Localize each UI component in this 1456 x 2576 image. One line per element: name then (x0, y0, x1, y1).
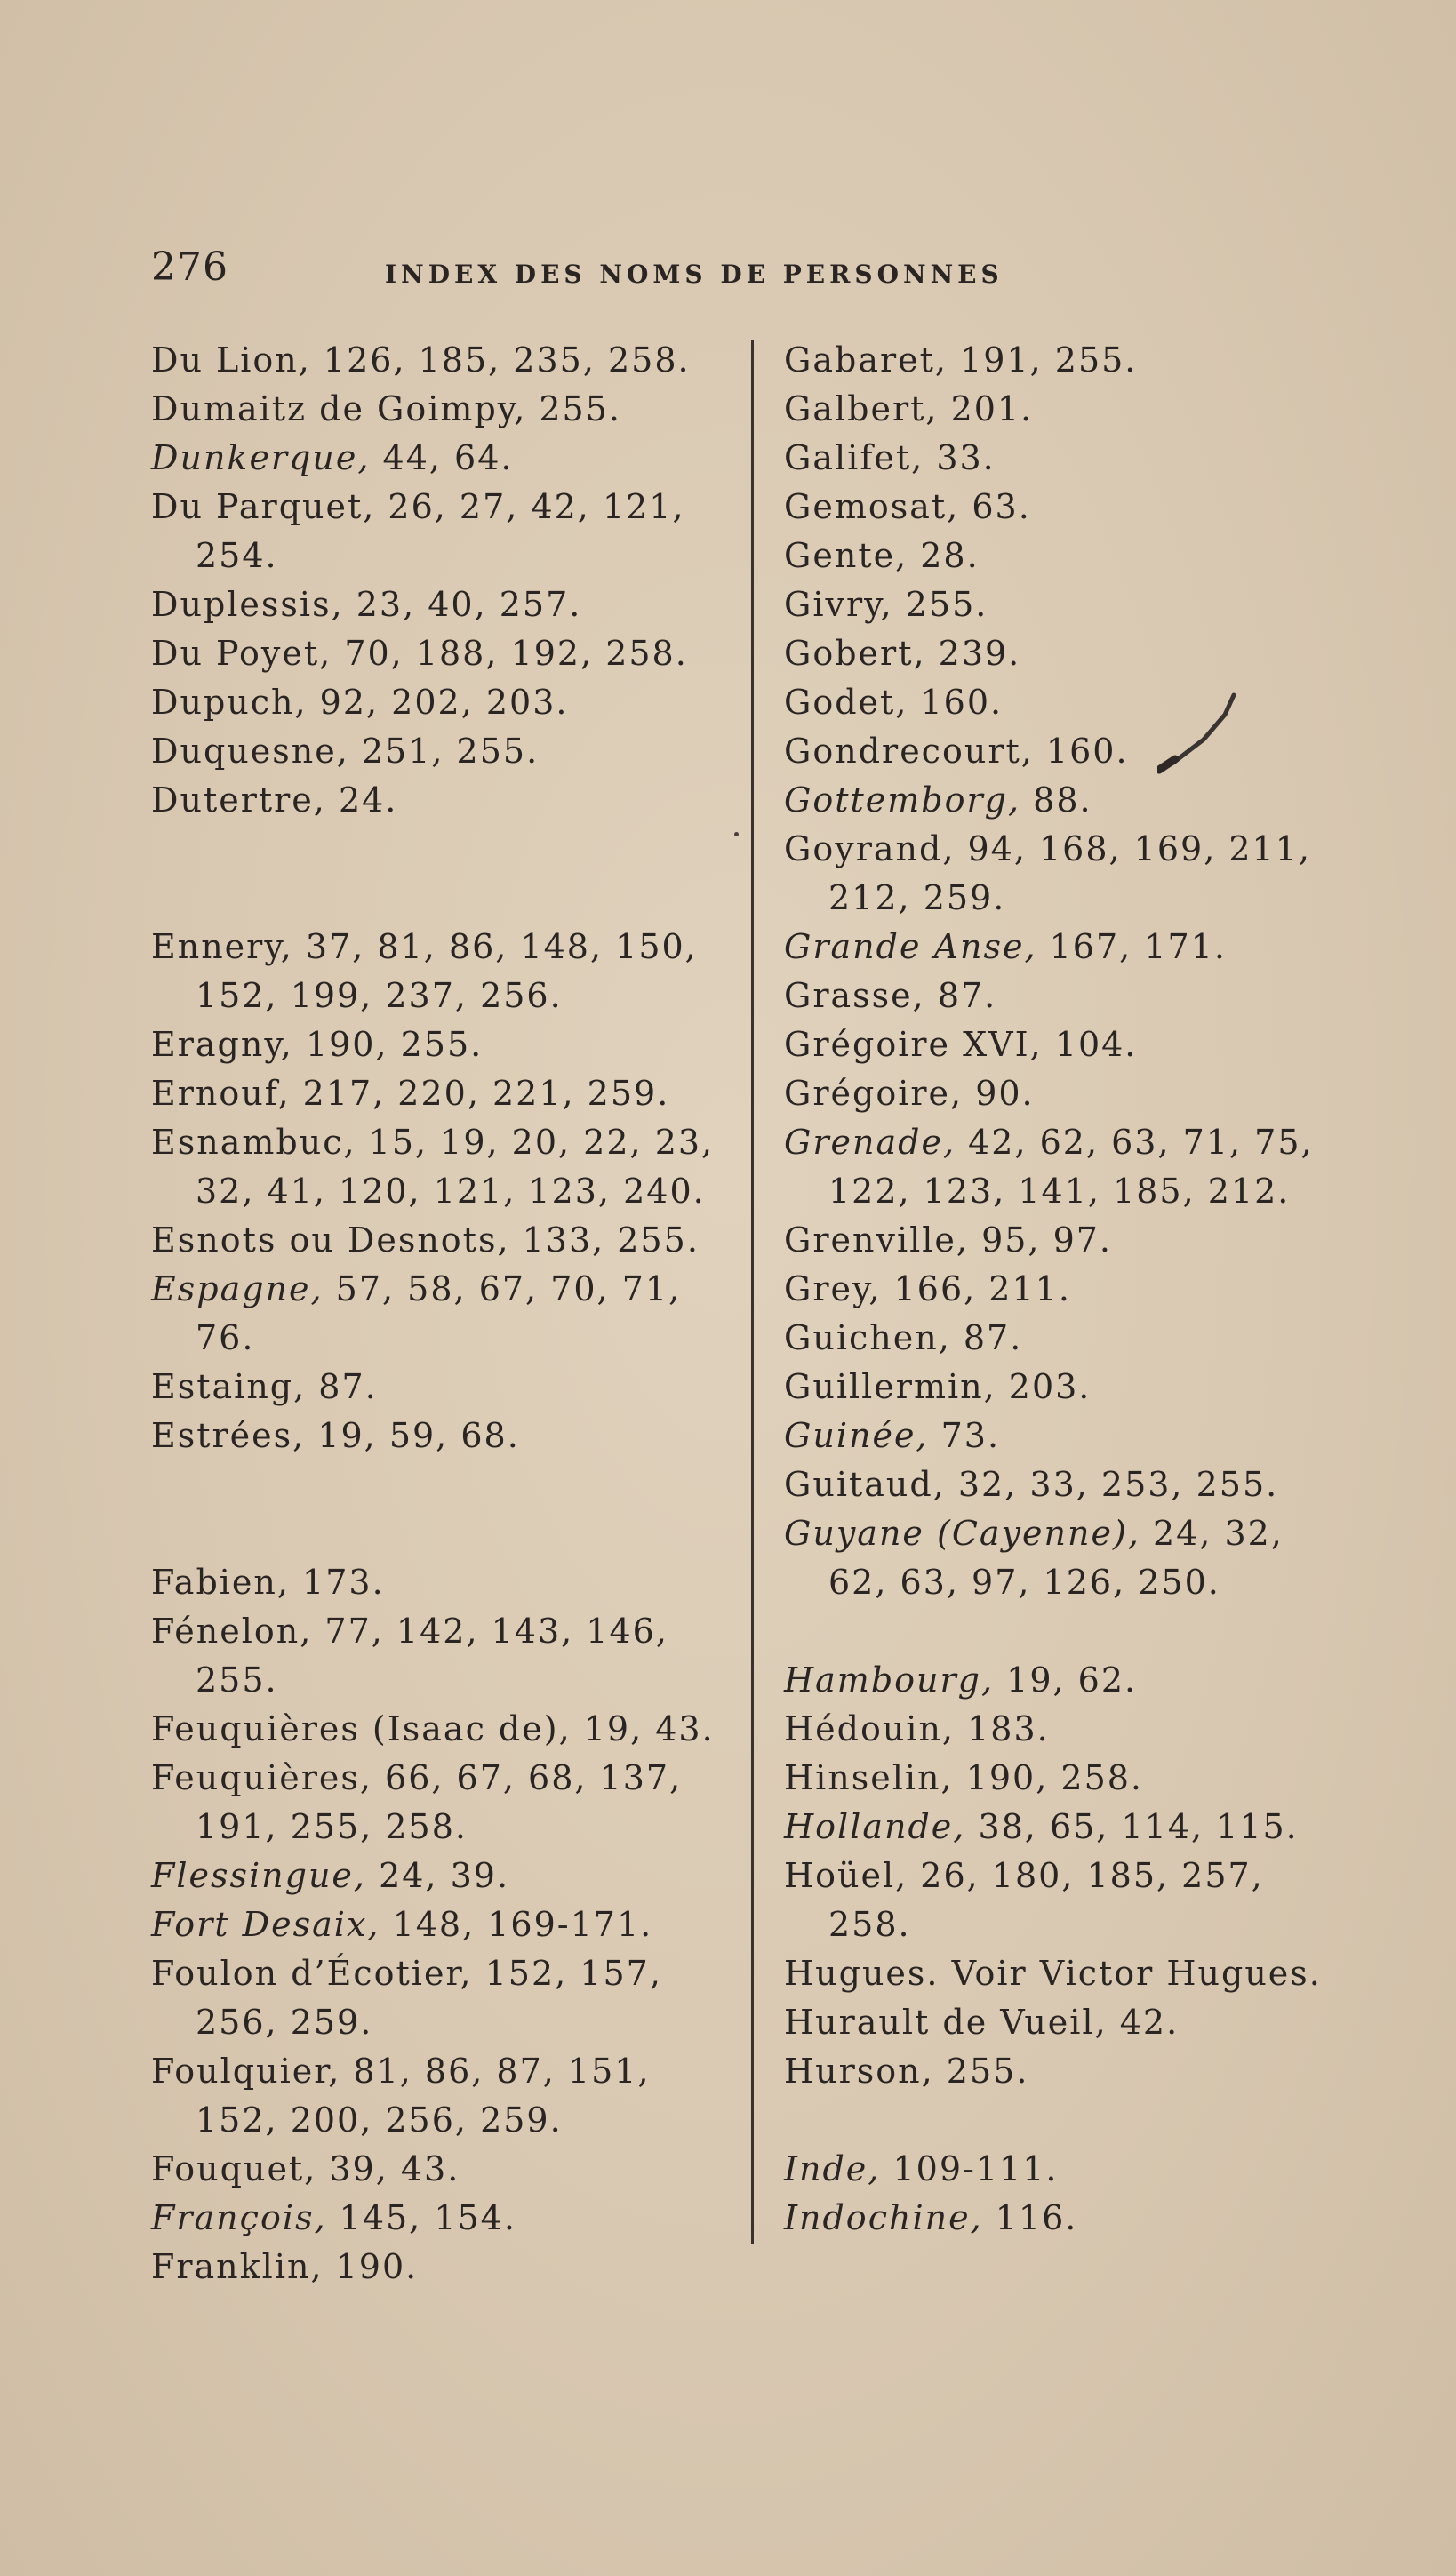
person-name: Dumaitz de Goimpy, (151, 389, 527, 428)
page-references: 33. (924, 438, 996, 477)
index-entry (784, 385, 1406, 434)
index-entry (784, 1460, 1406, 1509)
page-references: 173. (289, 1563, 385, 1602)
ink-spot (734, 832, 739, 836)
page-references: 167, 171. (1036, 927, 1227, 966)
index-entry (784, 972, 1406, 1020)
person-name: Godet, (784, 683, 908, 722)
index-entry (151, 1607, 738, 1705)
index-entry (151, 629, 738, 678)
page-references: 217, 220, 221, 259. (290, 1074, 670, 1113)
index-entry (784, 1852, 1406, 1949)
person-name: Esnots ou Desnots, (151, 1220, 510, 1260)
index-entry (151, 1069, 738, 1118)
page-references: 255. (892, 585, 988, 624)
person-name: Galifet, (784, 438, 924, 477)
person-name: Grasse, (784, 976, 925, 1015)
person-name: Foulquier, (151, 2052, 341, 2091)
running-title: INDEX DES NOMS DE PERSONNES (385, 260, 1004, 289)
page-references: 133, 255. (509, 1220, 700, 1260)
page-references: 109-111. (880, 2149, 1059, 2188)
column-divider (751, 340, 754, 2244)
page-references: 70, 188, 192, 258. (332, 634, 688, 673)
person-name: Hoüel, (784, 1856, 908, 1895)
page-references: 239. (925, 634, 1021, 673)
place-name: Indochine, (784, 2198, 983, 2237)
index-entry (784, 2194, 1406, 2243)
page-references: 77, 142, 143, 146, (312, 1612, 668, 1651)
index-entry (784, 1412, 1406, 1460)
index-entry (784, 580, 1406, 629)
person-name: Gobert, (784, 634, 926, 673)
page-references: 19, 62. (994, 1660, 1138, 1700)
letter-group-gap (784, 1607, 1406, 1656)
index-entry (151, 1363, 738, 1412)
person-name: Gemosat, (784, 487, 960, 526)
index-entry (151, 1412, 738, 1460)
index-entry (784, 1998, 1406, 2047)
index-entry (784, 1363, 1406, 1412)
person-name: Estaing, (151, 1367, 307, 1406)
person-name: Feuquières, (151, 1758, 372, 1797)
person-name: Gabaret, (784, 340, 948, 380)
page-references: 66, 67, 68, 137, (372, 1758, 683, 1797)
page-references: 94, 168, 169, 211, (955, 829, 1311, 868)
page-references-continued: 152, 200, 256, 259. (196, 2100, 563, 2140)
page-references: 24, 32, (1140, 1514, 1284, 1553)
letter-group-gap (151, 1460, 738, 1558)
person-name: Foulon d’Écotier, (151, 1954, 473, 1993)
letter-group-gap (151, 825, 738, 923)
person-name: Duquesne, (151, 732, 349, 771)
person-name: Grégoire, (784, 1074, 964, 1113)
person-name: Hinselin, (784, 1758, 954, 1797)
page-references: 255. (933, 2052, 1029, 2091)
person-name: Guillermin, (784, 1367, 996, 1406)
page-references-continued: 32, 41, 120, 121, 123, 240. (196, 1172, 706, 1211)
index-entry (784, 2145, 1406, 2194)
page-references: 42. (1107, 2003, 1180, 2042)
index-column-left (151, 336, 738, 2292)
index-entry (151, 2243, 738, 2292)
person-name: Hédouin, (784, 1709, 956, 1748)
index-entry (784, 2047, 1406, 2096)
page-references: 81, 86, 87, 151, (340, 2052, 651, 2091)
page-references: 42, 62, 63, 71, 75, (956, 1123, 1314, 1162)
place-name: Grenade, (784, 1123, 956, 1162)
index-entry (784, 1069, 1406, 1118)
place-name: Guyane (Cayenne), (784, 1514, 1140, 1553)
person-name: Esnambuc, (151, 1123, 356, 1162)
index-entry (784, 1705, 1406, 1754)
person-name: Grey, (784, 1269, 882, 1308)
page-references: 126, 185, 235, 258. (310, 340, 691, 380)
page-references: 39, 43. (316, 2149, 460, 2188)
index-entry (784, 1656, 1406, 1705)
index-entry (151, 678, 738, 727)
page-references: 87. (950, 1318, 1023, 1357)
page-references: 183. (955, 1709, 1050, 1748)
person-name: Estrées, (151, 1416, 306, 1455)
place-name: Fort Desaix, (151, 1905, 380, 1944)
page-references: 166, 211. (881, 1269, 1071, 1308)
page-references: 190. (323, 2247, 419, 2286)
page-references: 190, 258. (953, 1758, 1144, 1797)
index-entry (151, 727, 738, 776)
index-entry (784, 434, 1406, 483)
index-entry (784, 1265, 1406, 1314)
index-entry (784, 336, 1406, 385)
index-entry (784, 1314, 1406, 1363)
index-entry (151, 483, 738, 580)
page-references: 87. (306, 1367, 378, 1406)
page-references: 201. (938, 389, 1034, 428)
page-references: 57, 58, 67, 70, 71, (323, 1269, 682, 1308)
page-references-continued: 254. (196, 536, 278, 575)
index-entry (151, 1265, 738, 1363)
person-name: Ernouf, (151, 1074, 291, 1113)
index-entry (151, 1949, 738, 2047)
page-references: 24, 39. (366, 1856, 510, 1895)
letter-group-gap (784, 2096, 1406, 2145)
index-entry (151, 1558, 738, 1607)
page-references: 160. (1033, 732, 1129, 771)
person-name: Du Poyet, (151, 634, 332, 673)
page-references: 104. (1042, 1025, 1138, 1064)
index-entry (784, 776, 1406, 825)
index-entry (784, 1949, 1406, 1998)
page-references: 160. (908, 683, 1004, 722)
place-name: Guinée, (784, 1416, 929, 1455)
index-entry (151, 434, 738, 483)
place-name: Hambourg, (784, 1660, 995, 1700)
page-references: 88. (1020, 780, 1092, 820)
page-references: Voir Victor Hugues. (939, 1954, 1322, 1993)
person-name: Gondrecourt, (784, 732, 1034, 771)
index-entry (784, 1509, 1406, 1607)
person-name: Galbert, (784, 389, 939, 428)
index-entry (784, 483, 1406, 532)
person-name: Givry, (784, 585, 893, 624)
person-name: Hurault de Vueil, (784, 2003, 1108, 2042)
index-entry (784, 629, 1406, 678)
page-references-continued: 62, 63, 97, 126, 250. (828, 1563, 1220, 1602)
place-name: Espagne, (151, 1269, 324, 1308)
index-entry (784, 1020, 1406, 1069)
person-name: Grégoire XVI, (784, 1025, 1043, 1064)
page-references: 44, 64. (370, 438, 514, 477)
person-name: Eragny, (151, 1025, 293, 1064)
page-references: 28. (908, 536, 980, 575)
page-references: 87. (924, 976, 997, 1015)
index-entry (784, 1216, 1406, 1265)
page-references: 73. (928, 1416, 1001, 1455)
index-entry (151, 385, 738, 434)
index-entry (784, 825, 1406, 923)
index-entry (151, 1020, 738, 1069)
page-references-continued: 76. (196, 1318, 255, 1357)
index-entry (151, 776, 738, 825)
index-entry (151, 1754, 738, 1852)
index-entry (151, 923, 738, 1020)
person-name: Dutertre, (151, 780, 326, 820)
index-entry (784, 1118, 1406, 1216)
place-name: Gottemborg, (784, 780, 1021, 820)
index-entry (784, 678, 1406, 727)
page-references: 90. (963, 1074, 1035, 1113)
page-references-continued: 255. (196, 1660, 278, 1700)
page-references: 24. (325, 780, 398, 820)
index-entry (151, 1852, 738, 1900)
page-number: 276 (151, 244, 228, 290)
page-references-continued: 122, 123, 141, 185, 212. (828, 1172, 1291, 1211)
index-entry (151, 1900, 738, 1949)
page-references-continued: 191, 255, 258. (196, 1807, 468, 1846)
page-references: 203. (996, 1367, 1092, 1406)
index-entry (151, 580, 738, 629)
place-name: Grande Anse, (784, 927, 1037, 966)
person-name: Feuquières (Isaac de), (151, 1709, 572, 1748)
index-entry (151, 1705, 738, 1754)
page-references: 19, 59, 68. (305, 1416, 520, 1455)
place-name: Inde, (784, 2149, 881, 2188)
pencil-checkmark-icon (1157, 684, 1237, 782)
person-name: Hurson, (784, 2052, 934, 2091)
page-references-continued: 152, 199, 237, 256. (196, 976, 563, 1015)
page-references: 26, 27, 42, 121, (375, 487, 685, 526)
page-references: 95, 97. (968, 1220, 1113, 1260)
index-entry (784, 727, 1406, 776)
index-entry (151, 1216, 738, 1265)
person-name: Hugues. (784, 1954, 940, 1993)
person-name: Guitaud, (784, 1465, 946, 1504)
page-references: 63. (959, 487, 1031, 526)
person-name: Duplessis, (151, 585, 344, 624)
page-references: 251, 255. (348, 732, 540, 771)
place-name: Hollande, (784, 1807, 966, 1846)
page-references: 37, 81, 86, 148, 150, (292, 927, 698, 966)
page-references-continued: 258. (828, 1905, 911, 1944)
person-name: Fabien, (151, 1563, 290, 1602)
place-name: François, (151, 2198, 327, 2237)
person-name: Du Parquet, (151, 487, 376, 526)
page-references: 255. (526, 389, 621, 428)
page-references: 38, 65, 114, 115. (965, 1807, 1299, 1846)
person-name: Ennery, (151, 927, 293, 966)
person-name: Guichen, (784, 1318, 951, 1357)
index-entry (151, 2047, 738, 2145)
person-name: Dupuch, (151, 683, 308, 722)
page-references: 92, 202, 203. (307, 683, 569, 722)
page-references: 19, 43. (571, 1709, 715, 1748)
page-references: 191, 255. (948, 340, 1138, 380)
person-name: Grenville, (784, 1220, 969, 1260)
page-references: 116. (982, 2198, 1078, 2237)
index-entry (151, 2145, 738, 2194)
place-name: Dunkerque, (151, 438, 371, 477)
person-name: Goyrand, (784, 829, 956, 868)
index-entry (784, 532, 1406, 580)
page-references-continued: 212, 259. (828, 878, 1006, 917)
page-references: 15, 19, 20, 22, 23, (356, 1123, 715, 1162)
person-name: Franklin, (151, 2247, 324, 2286)
index-entry (784, 1754, 1406, 1803)
page-references-continued: 256, 259. (196, 2003, 373, 2042)
index-entry (784, 1803, 1406, 1852)
person-name: Fouquet, (151, 2149, 317, 2188)
page-references: 145, 154. (326, 2198, 516, 2237)
index-entry (784, 923, 1406, 972)
index-entry (151, 336, 738, 385)
page-references: 32, 33, 253, 255. (945, 1465, 1279, 1504)
place-name: Flessingue, (151, 1856, 367, 1895)
index-column-right (784, 336, 1406, 2243)
index-entry (151, 1118, 738, 1216)
person-name: Du Lion, (151, 340, 311, 380)
person-name: Fénelon, (151, 1612, 313, 1651)
index-entry (151, 2194, 738, 2243)
page-references: 152, 157, (472, 1954, 662, 1993)
page-references: 23, 40, 257. (343, 585, 582, 624)
person-name: Gente, (784, 536, 908, 575)
page-references: 26, 180, 185, 257, (908, 1856, 1264, 1895)
page-references: 148, 169-171. (380, 1905, 653, 1944)
page-references: 190, 255. (292, 1025, 484, 1064)
